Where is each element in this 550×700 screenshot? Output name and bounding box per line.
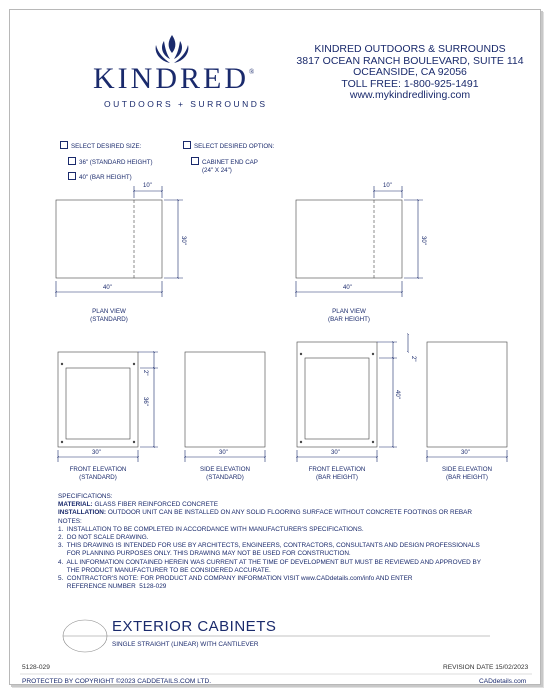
dim-plan-std-30: 30" bbox=[180, 236, 186, 245]
dim-plan-bar-40: 40" bbox=[343, 285, 352, 291]
revision-date: REVISION DATE 15/02/2023 bbox=[443, 664, 529, 671]
dim-plan-bar-30: 30" bbox=[420, 236, 426, 245]
note-line: 5. CONTRACTOR'S NOTE: FOR PRODUCT AND COMPANY INFORMATION VISIT www.CADdetails.com/info AND ENTER bbox=[58, 575, 413, 583]
note-line: 1. INSTALLATION TO BE COMPLETED IN ACCORDANCE WITH MANUFACTURER'S SPECIFICATIONS. bbox=[58, 525, 364, 533]
dim-side-bar-30: 30" bbox=[461, 450, 470, 456]
company-website: www.mykindredliving.com bbox=[349, 89, 471, 102]
note-line: THE PRODUCT MANUFACTURER TO BE CONSIDERED ACCURATE. bbox=[58, 566, 271, 574]
dim-front-bar-30: 30" bbox=[331, 450, 340, 456]
dim-side-std-30: 30" bbox=[219, 450, 228, 456]
caption-side-bar: SIDE ELEVATION (BAR HEIGHT) bbox=[442, 466, 492, 481]
note-line: 2. DO NOT SCALE DRAWING. bbox=[58, 534, 149, 542]
note-line: FOR PLANNING PURPOSES ONLY. THIS DRAWING MAY NOT BE USED FOR CONSTRUCTION. bbox=[58, 550, 351, 558]
size-option-bar[interactable]: 40" (BAR HEIGHT) bbox=[68, 172, 132, 181]
dim-plan-std-40: 40" bbox=[103, 285, 112, 291]
option-end-cap[interactable]: CABINET END CAP bbox=[191, 157, 258, 166]
note-line: REFERENCE NUMBER 5128-029 bbox=[58, 583, 167, 591]
drawing-title: EXTERIOR CABINETS bbox=[112, 618, 277, 635]
option-end-cap-size: (24" X 24") bbox=[202, 167, 232, 174]
front-elevation-standard bbox=[58, 352, 158, 462]
dim-front-std-2: 2" bbox=[142, 370, 148, 376]
caddetails-link[interactable]: CADdetails.com bbox=[479, 678, 527, 685]
dim-front-bar-40: 40" bbox=[394, 390, 400, 399]
caption-plan-bar: PLAN VIEW (BAR HEIGHT) bbox=[328, 308, 370, 323]
front-elevation-bar-height bbox=[297, 334, 408, 462]
spec-installation: INSTALLATION: OUTDOOR UNIT CAN BE INSTALLED ON ANY SOLID FLOORING SURFACE WITHOUT CONCRETE FOOTINGS OR REBAR bbox=[58, 509, 473, 517]
company-phone: TOLL FREE: 1-800-925-1491 bbox=[341, 77, 479, 90]
drawing-subtitle: SINGLE STRAIGHT (LINEAR) WITH CANTILEVER bbox=[112, 641, 259, 648]
size-header: SELECT DESIRED SIZE: bbox=[60, 141, 141, 150]
spec-material: MATERIAL: GLASS FIBER REINFORCED CONCRETE bbox=[58, 501, 219, 509]
dim-front-std-36: 36" bbox=[142, 397, 148, 406]
dim-front-std-30: 30" bbox=[92, 450, 101, 456]
caption-side-standard: SIDE ELEVATION (STANDARD) bbox=[200, 466, 250, 481]
copyright-notice: PROTECTED BY COPYRIGHT ©2023 CADDETAILS.COM LTD. bbox=[22, 678, 212, 685]
option-header: SELECT DESIRED OPTION: bbox=[183, 141, 274, 150]
specifications-notes bbox=[58, 493, 538, 591]
note-line: 4. ALL INFORMATION CONTAINED HEREIN WAS CURRENT AT THE TIME OF DEVELOPMENT BUT MUST BE REVIEWED AND APPROVED BY bbox=[58, 558, 482, 566]
dim-plan-std-10: 10" bbox=[143, 183, 152, 189]
side-elevation-bar-height bbox=[427, 342, 507, 462]
brand-tagline: OUTDOORS + SURROUNDS bbox=[104, 99, 268, 109]
reference-number: 5128-029 bbox=[22, 664, 50, 671]
caption-plan-standard: PLAN VIEW (STANDARD) bbox=[90, 308, 128, 323]
plan-view-bar-height bbox=[296, 186, 423, 297]
company-name: KINDRED OUTDOORS & SURROUNDS bbox=[314, 43, 506, 55]
dim-plan-bar-10: 10" bbox=[383, 183, 392, 189]
spec-header: SPECIFICATIONS: bbox=[58, 493, 113, 500]
size-option-standard[interactable]: 36" (STANDARD HEIGHT) bbox=[68, 157, 153, 166]
plan-view-standard bbox=[56, 186, 183, 297]
dim-front-bar-2: 2" bbox=[410, 356, 416, 362]
caption-front-bar: FRONT ELEVATION (BAR HEIGHT) bbox=[308, 466, 366, 481]
company-address-1: 3817 OCEAN RANCH BOULEVARD, SUITE 114 bbox=[296, 54, 524, 67]
brand-name: KINDRED® bbox=[93, 62, 255, 95]
notes-header: NOTES: bbox=[58, 517, 82, 525]
side-elevation-standard bbox=[185, 352, 265, 462]
caption-front-standard: FRONT ELEVATION (STANDARD) bbox=[69, 466, 127, 481]
company-address-2: OCEANSIDE, CA 92056 bbox=[353, 66, 467, 79]
note-line: 3. THIS DRAWING IS INTENDED FOR USE BY ARCHITECTS, ENGINEERS, CONTRACTORS, CONSULTANTS AND DESIGN PROFESSIONALS bbox=[58, 542, 480, 550]
